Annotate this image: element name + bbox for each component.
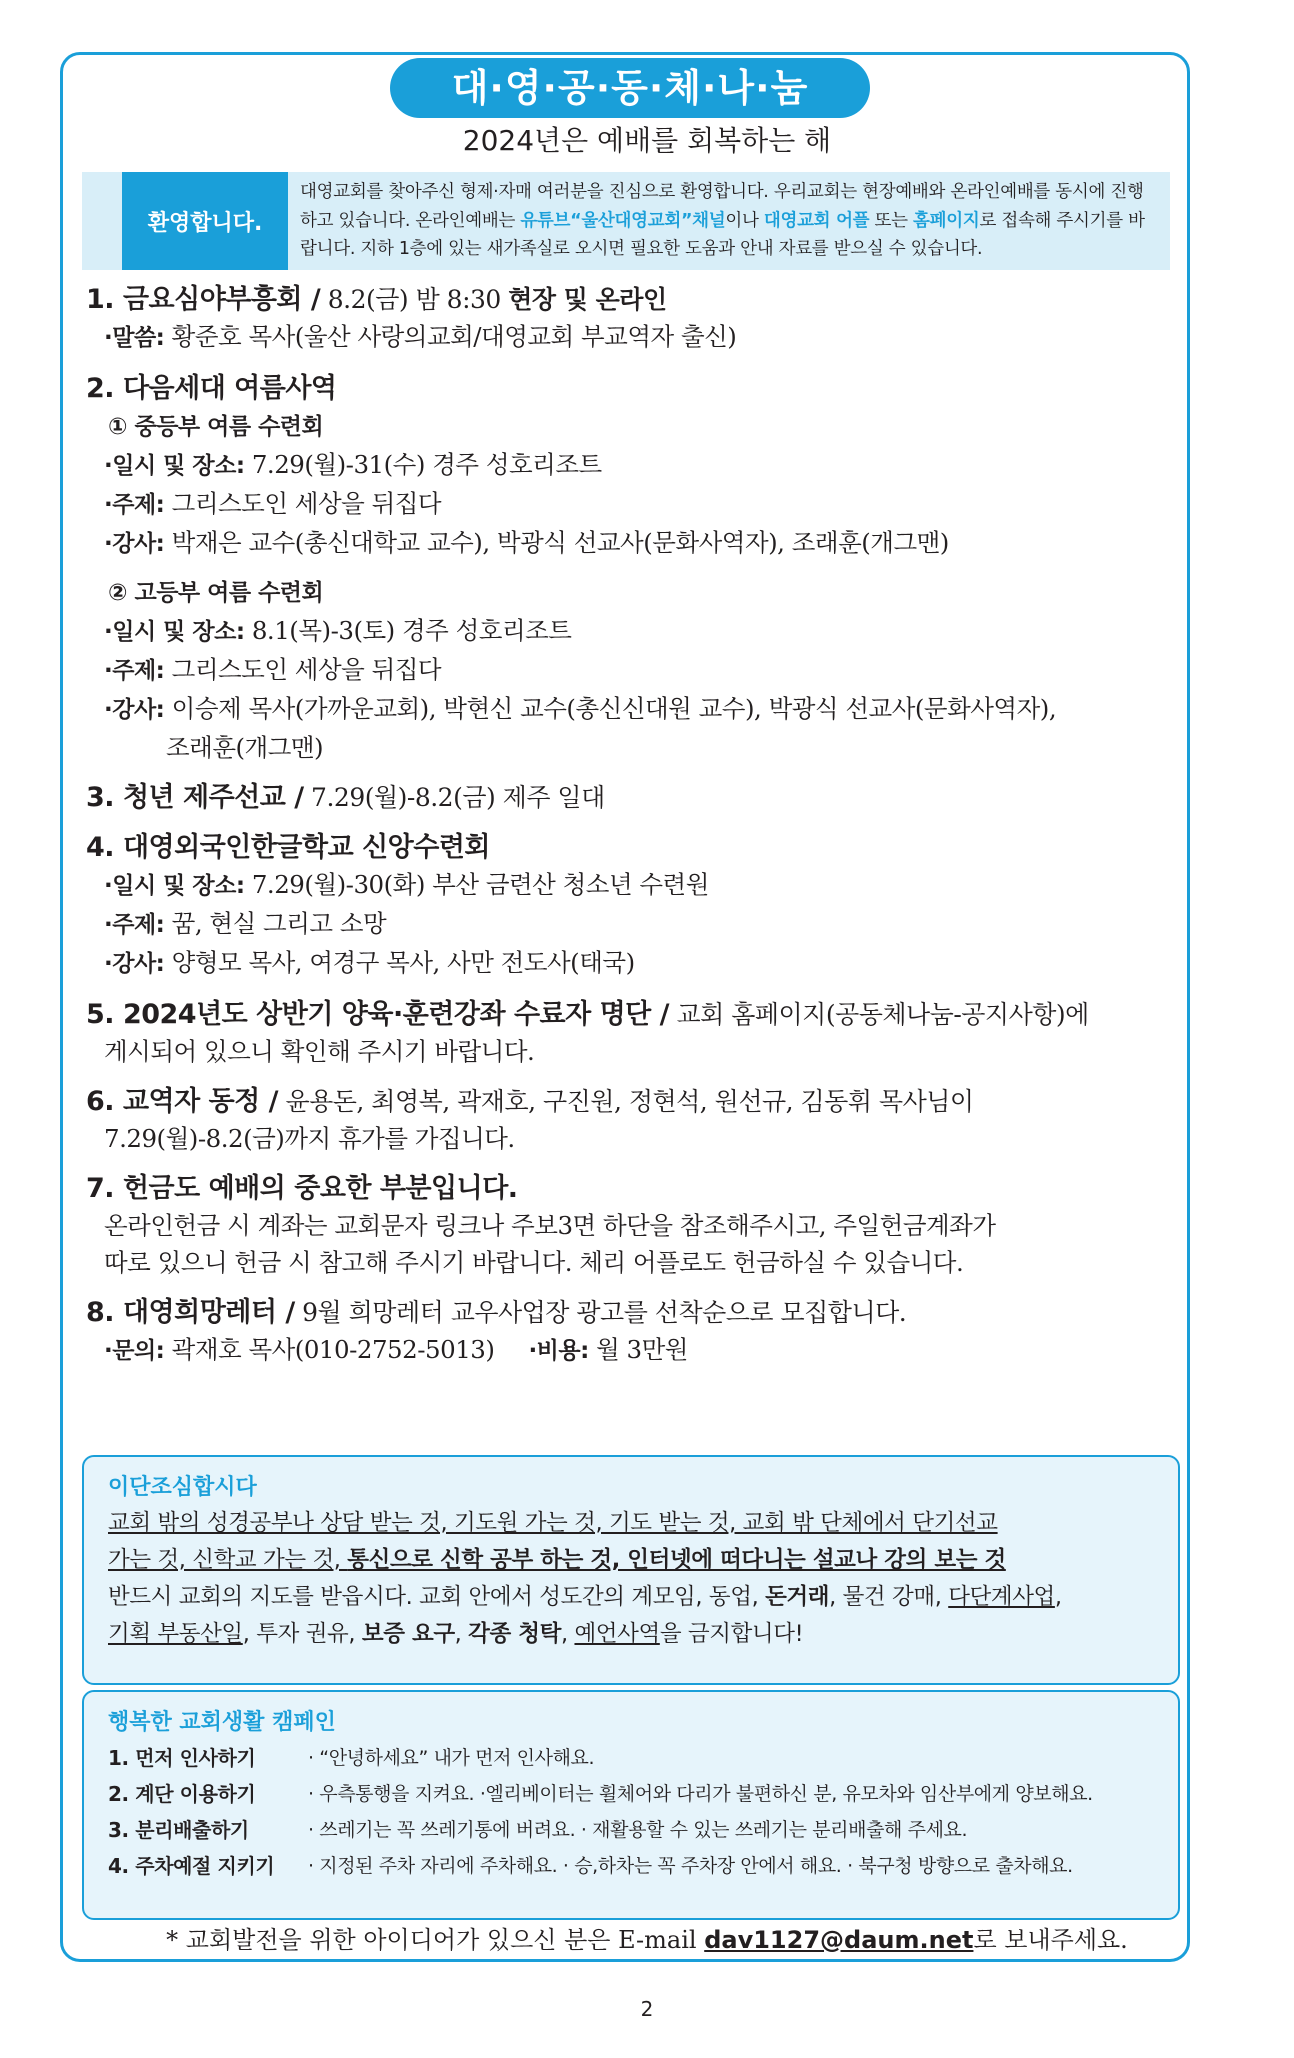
item-6-cont: 7.29(월)-8.2(금)까지 휴가를 가집니다. [104,1124,515,1153]
item-1-detail-bold: 현장 및 온라인 [508,285,667,314]
page-number: 2 [640,1997,654,2021]
item-label: ·비용: [528,1338,589,1364]
caution-text: 을 금지합니다! [659,1621,804,1647]
item-value: 그리스도인 세상을 뒤집다 [164,489,442,518]
campaign-title: 행복한 교회생활 캠페인 [108,1710,336,1735]
welcome-label: 환영합니다. [122,172,288,270]
caution-text: , [454,1621,469,1647]
item-8-detail: 9월 희망레터 교우사업장 광고를 선착순으로 모집합니다. [294,1298,907,1327]
caution-text-bold: 보증 요구 [361,1621,455,1647]
item-2a-title [86,407,1176,446]
campaign-row [108,1740,1156,1776]
campaign-key: 2. 계단 이용하기 [108,1782,256,1806]
item-1-heading [86,282,1176,318]
campaign-value: · 지정된 주차 자리에 주차해요. · 승,하차는 꼭 주차장 안에서 해요. · 북구청 방향으로 출차해요. [308,1855,1073,1877]
campaign-box [82,1690,1180,1920]
item-1-title: 1. 금요심야부흥회 / [86,284,321,315]
item-6-detail: 윤용돈, 최영복, 곽재호, 구진원, 정현석, 원선규, 김동휘 목사님이 [278,1087,974,1116]
item-value: 황준호 목사(울산 사랑의교회/대영교회 부교역자 출신) [164,322,737,351]
caution-text: , [560,1621,575,1647]
item-2a-line [86,485,1176,524]
item-label: ·강사: [104,951,165,977]
item-3-title: 3. 청년 제주선교 / [86,782,304,813]
caution-body [108,1505,1156,1653]
item-8-heading [86,1295,1176,1331]
welcome-text-part: 또는 [869,210,914,231]
homepage-link[interactable]: 홈페이지 [913,210,980,231]
item-label: ·말씀: [104,325,165,351]
item-label: ·문의: [104,1338,165,1364]
item-6-heading [86,1084,1176,1120]
page-title: 대·영·공·동·체·나·눔 [390,58,870,118]
caution-text: 교회 밖의 성경공부나 상담 받는 것, 기도원 가는 것, 기도 받는 것, 교회 밖 단체에서 단기선교 [108,1510,998,1536]
campaign-value: · 우측통행을 지켜요. ·엘리베이터는 휠체어와 다리가 불편하신 분, 유모차와 임산부에게 양보해요. [308,1783,1093,1805]
item-2-title: 2. 다음세대 여름사역 [86,373,337,404]
item-8-title: 8. 대영희망레터 / [86,1297,295,1328]
welcome-box [82,172,1170,270]
item-1-line [86,318,1176,357]
caution-text: 반드시 교회의 지도를 받읍시다. 교회 안에서 성도간의 계모임, 동업, [108,1584,766,1610]
item-value: 7.29(월)-31(수) 경주 성호리조트 [244,450,602,479]
item-2a-line [86,524,1176,563]
caution-text: 다단계사업 [948,1584,1055,1610]
caution-text-bold: 통신으로 신학 공부 하는 것, 인터넷에 떠다니는 설교나 강의 보는 것 [347,1547,1006,1573]
footer-note [0,1922,1294,1958]
welcome-text-part: 이나 [725,210,764,231]
caution-text: , 투자 권유, [242,1621,362,1647]
item-label: ·강사: [104,697,165,723]
footer-text: * 교회발전을 위한 아이디어가 있으신 분은 E-mail [166,1926,705,1954]
campaign-value: · 쓰레기는 꼭 쓰레기통에 버려요. · 재활용할 수 있는 쓰레기는 분리배출해 주세요. [308,1819,968,1841]
caution-text: , [1054,1584,1062,1610]
item-3-detail: 7.29(월)-8.2(금) 제주 일대 [303,783,605,812]
page-subtitle: 2024년은 예배를 회복하는 해 [462,124,832,157]
item-1-detail: 8.2(금) 밤 8:30 [320,285,509,314]
item-4-line [86,905,1176,944]
item-value: 양형모 목사, 여경구 목사, 사만 전도사(태국) [164,948,635,977]
caution-text: 기획 부동산일 [108,1621,243,1647]
youtube-link[interactable]: 유튜브“울산대영교회”채널 [520,210,726,231]
item-2b-title [86,573,1176,612]
item-label: ·일시 및 장소: [104,873,245,899]
campaign-row [108,1812,1156,1848]
campaign-row [108,1776,1156,1812]
item-label: ·강사: [104,531,165,557]
footer-text: 로 보내주세요. [973,1926,1128,1954]
item-value: 곽재호 목사(010-2752-5013) [164,1335,495,1364]
item-value: 꿈, 현실 그리고 소망 [164,909,387,938]
caution-text: 가는 것, 신학교 가는 것, [108,1547,348,1573]
item-7-title: 7. 헌금도 예배의 중요한 부분입니다. [86,1173,518,1204]
item-4-line [86,866,1176,905]
item-label: ·일시 및 장소: [104,453,245,479]
welcome-text [288,172,1170,270]
caution-text-bold: 각종 청탁 [468,1621,561,1647]
announcements [86,278,1176,1370]
campaign-key: 1. 먼저 인사하기 [108,1746,256,1770]
item-label: ·일시 및 장소: [104,619,245,645]
item-5-heading [86,997,1176,1033]
campaign-key: 4. 주차예절 지키기 [108,1854,275,1878]
app-link[interactable]: 대영교회 어플 [763,210,870,231]
item-value: 월 3만원 [588,1335,688,1364]
item-2a-line [86,446,1176,485]
item-4-title: 4. 대영외국인한글학교 신앙수련회 [86,832,490,863]
caution-box [82,1455,1180,1685]
welcome-text-part: 로 접속해 주시기를 바랍니다. 지하 1층에 있는 새가족실로 오시면 필요한 도움과 안내 자료를 받으실 수 있습니다. [300,210,1145,259]
item-7-line: 따로 있으니 헌금 시 참고해 주시기 바랍니다. 체리 어플로도 헌금하실 수 있습니다. [104,1248,964,1277]
campaign-row [108,1848,1156,1884]
item-5-cont: 게시되어 있으니 확인해 주시기 바랍니다. [104,1037,535,1066]
item-value: 그리스도인 세상을 뒤집다 [164,655,442,684]
campaign-value: · “안녕하세요” 내가 먼저 인사해요. [308,1747,595,1769]
item-7-line: 온라인헌금 시 계좌는 교회문자 링크나 주보3면 하단을 참조해주시고, 주일헌금계좌가 [104,1211,996,1240]
item-2b-line [86,612,1176,651]
caution-text: , 물건 강매, [829,1584,949,1610]
item-2b-line [86,690,1176,729]
caution-text: 예언사역 [574,1621,660,1647]
item-2b-line [86,651,1176,690]
caution-title: 이단조심합시다 [108,1475,257,1500]
item-8-line [86,1331,1176,1370]
item-3-heading [86,780,1176,816]
item-4-line [86,944,1176,983]
item-value: 이승제 목사(가까운교회), 박현신 교수(총신신대원 교수), 박광식 선교사(문화사역자), [164,694,1057,723]
item-label: ·주제: [104,492,165,518]
item-5-title: 5. 2024년도 상반기 양육·훈련강좌 수료자 명단 / [86,999,670,1030]
sub-title: ② 고등부 여름 수련회 [108,580,324,606]
sub-title: ① 중등부 여름 수련회 [108,414,324,440]
item-value: 8.1(목)-3(토) 경주 성호리조트 [244,616,572,645]
item-value: 박재은 교수(총신대학교 교수), 박광식 선교사(문화사역자), 조래훈(개그맨) [164,528,949,557]
campaign-key: 3. 분리배출하기 [108,1818,249,1842]
item-5-detail: 교회 홈페이지(공동체나눔-공지사항)에 [669,1000,1089,1029]
email-link[interactable]: dav1127@daum.net [704,1926,974,1954]
item-6-title: 6. 교역자 동정 / [86,1086,279,1117]
item-label: ·주제: [104,912,165,938]
item-value: 7.29(월)-30(화) 부산 금련산 청소년 수련원 [244,870,709,899]
item-label: ·주제: [104,658,165,684]
item-2b-line-cont: 조래훈(개그맨) [166,733,324,762]
caution-text-bold: 돈거래 [765,1584,830,1610]
welcome-text-part: 대영교회를 찾아주신 형제·자매 여러분을 진심으로 환영합니다. 우리교회는 현장예배와 온라인예배를 동시에 진행하고 있습니다. 온라인예배는 [300,182,1144,231]
